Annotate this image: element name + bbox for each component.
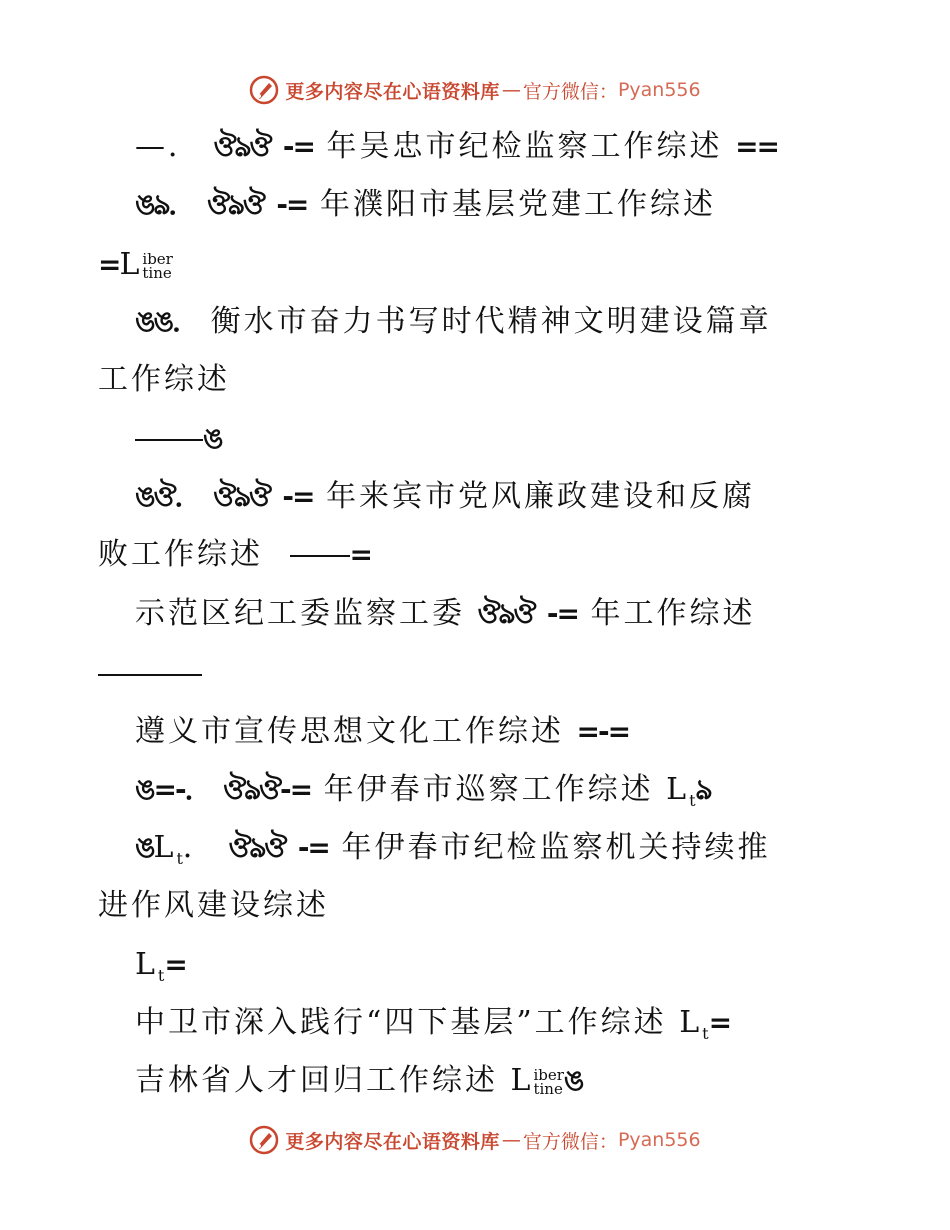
toc-entry-7-page: ঌ [695,773,711,806]
header-banner [0,70,950,110]
toc-entry-5-code: ঔঌঔ [477,597,535,630]
toc-entry-8: ঙL$_t$． ঔঌঔ -= 年伊春市纪检监察机关持续推 [135,830,771,868]
toc-entry-5-title-c: 年工作综述 [590,596,756,631]
toc-entry-3-title-b: 工作综述 [98,362,230,397]
footer-banner [0,1120,950,1160]
toc-entry-5-page-line [98,655,202,693]
toc-entry-5: 示范区纪工委监察工委 ঔঌঔ -= 年工作综述 [135,596,756,631]
header-wechat-label: 官方微信： [522,80,618,103]
toc-entry-8-title-a: 年伊春市纪检监察机关持续推 [341,830,771,865]
toc-entry-1: —． ঔঌঔ -= 年吴忠市纪检监察工作综述 == [135,129,779,164]
toc-entry-3-page: ঙ [203,422,222,455]
footer-wechat-label: 官方微信： [522,1130,618,1153]
footer-wechat-id: Pyan556 [617,1129,701,1151]
toc-entry-10-page: ঙ [563,1064,583,1097]
pen-logo-icon [249,1125,279,1155]
toc-entry-9: 中卫市深入践行“四下基层”工作综述 $L_t=$ [135,1005,731,1043]
toc-entry-3-num: ঙঙ． [135,305,199,338]
toc-entry-3 [135,303,772,341]
toc-entry-8-cont [98,887,329,925]
toc-entry-4-num: ঙঔ． [135,480,201,513]
toc-entry-8-page-line: $L_t=$ [135,947,186,985]
toc-entry-4-code: ঔঌঔ [213,480,270,513]
toc-entry-2-num: ঙঌ． [135,188,195,221]
toc-entry-8-title-b: 进作风建设综述 [98,888,329,923]
toc-entry-4-title-b: 败工作综述 [98,537,263,572]
toc-entry-3-cont [98,361,230,399]
toc-entry-7-num: ঙ=-． [135,773,211,806]
toc-entry-2-title: 年濮阳市基层党建工作综述 [319,187,716,222]
toc-entry-10: 吉林省人才回归工作综述 L iber tine ঙ [135,1063,583,1098]
toc-entry-7: ঙ=-． ঔঌঔ-= 年伊春市巡察工作综述 $L_tঌ$ [135,772,711,810]
toc-entry-6 [135,713,629,751]
toc-entry-9-page: = [708,1006,731,1039]
toc-entry-2: ঙঌ． ঔঌঔ -= 年濮阳市基层党建工作综述 [135,187,716,222]
toc-entry-4-title-a: 年来宾市党风廉政建设和反腐 [326,479,756,514]
toc-entry-8-code: ঔঌঔ [228,831,286,864]
toc-entry-7-title: 年伊春市巡察工作综述 [323,772,654,807]
toc-entry-8-page: = [164,948,186,981]
pen-logo-icon [249,75,279,105]
toc-entry-4-cont [98,536,371,574]
footer-dash: — [501,1129,521,1151]
toc-entry-2-page-line: =L iber tine [98,247,173,282]
toc-entry-1-num: —． [135,129,201,164]
header-slogan: 更多内容尽在心语资料库 [285,80,500,103]
toc-entry-3-title-a: 衡水市奋力书写时代精神文明建设篇章 [210,304,772,339]
toc-entry-1-page: == [735,130,779,163]
toc-entry-8-num: ঙ [135,831,154,864]
toc-entry-4: ঙঔ． ঔঌঔ -= 年来宾市党风廉政建设和反腐 [135,479,756,514]
toc-entry-5-title: 示范区纪工委监察工委 [135,596,465,631]
toc-entry-6-page: =-= [576,715,630,748]
toc-entry-1-code: ঔঌঔ [213,130,271,163]
footer-slogan: 更多内容尽在心语资料库 [285,1130,500,1153]
toc-entry-2-code: ঔঌঔ [206,188,264,221]
toc-entry-10-title: 吉林省人才回归工作综述 [135,1063,498,1098]
toc-entry-1-title: 年吴忠市纪检监察工作综述 [326,129,723,164]
toc-entry-6-title: 遵义市宣传思想文化工作综述 [135,714,564,749]
header-wechat-id: Pyan556 [617,79,701,101]
toc-entry-4-page: = [349,538,372,571]
toc-entry-3-page-line [135,420,222,458]
toc-entry-2-page: = [98,248,120,281]
toc-entry-9-title: 中卫市深入践行“四下基层”工作综述 [135,1005,667,1040]
header-dash: — [501,79,521,101]
